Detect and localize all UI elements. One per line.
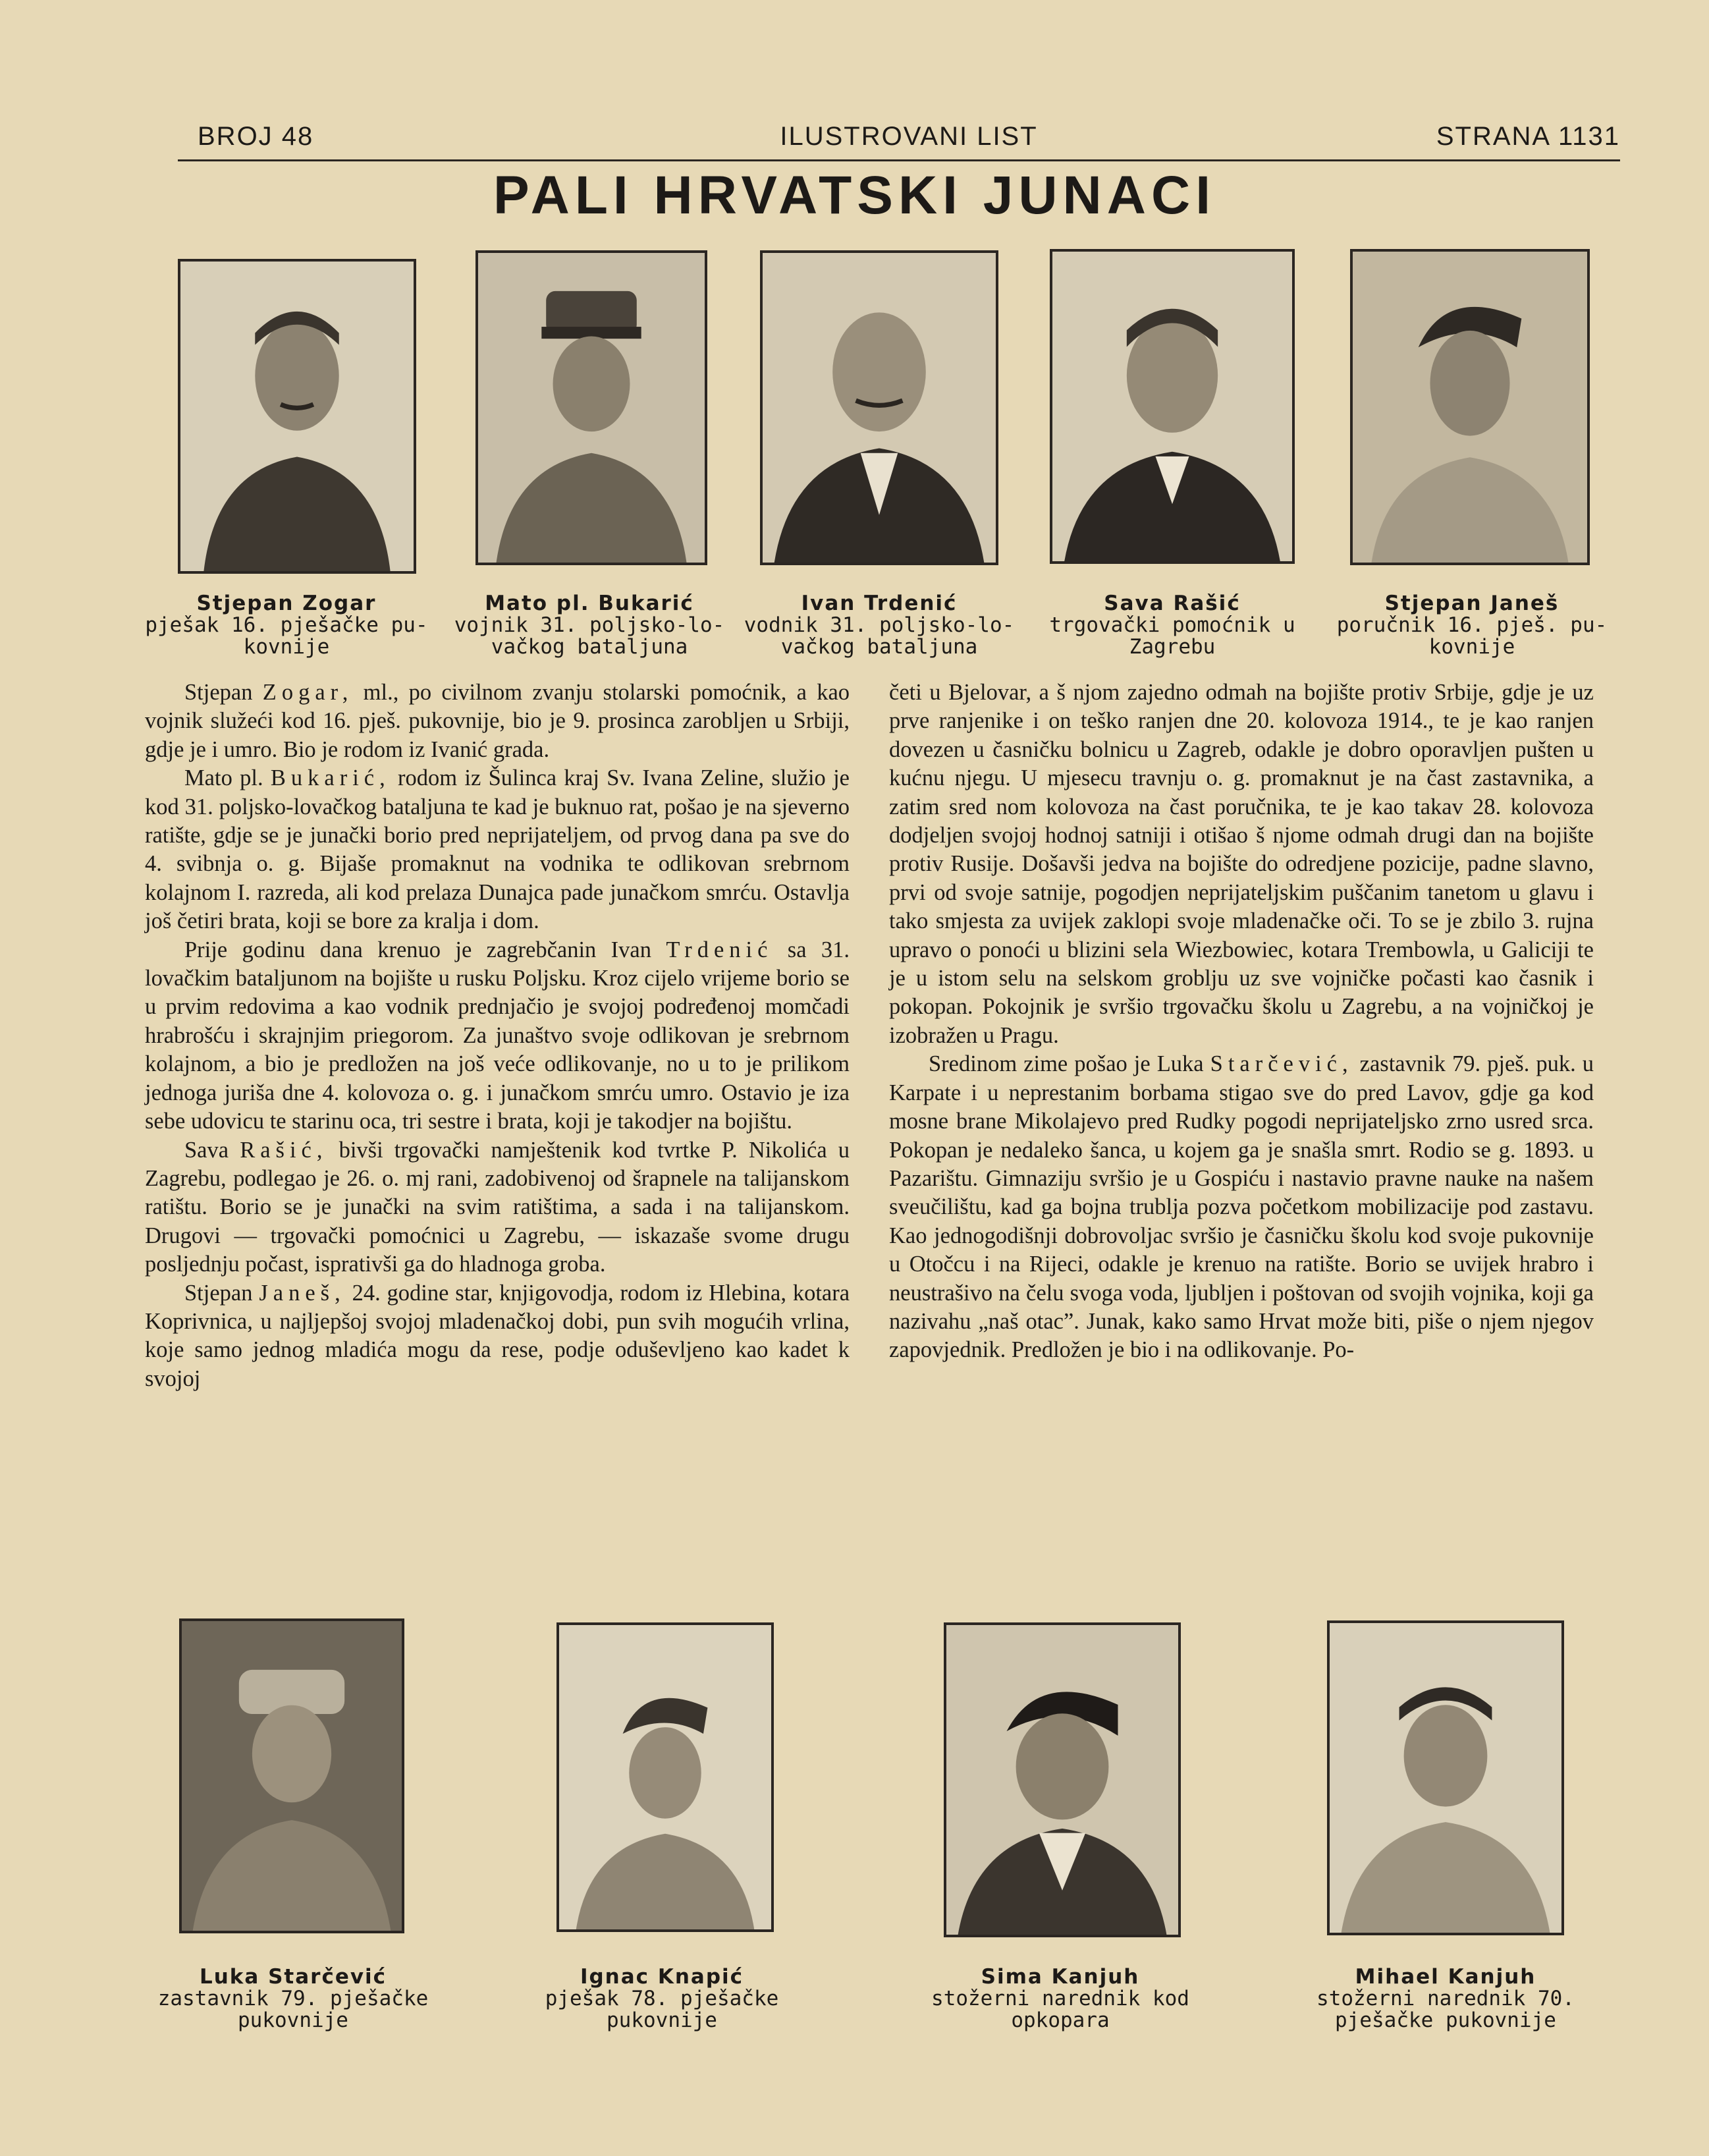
soldier-name: Mato pl. Bukarić — [485, 592, 694, 615]
portrait-photo — [179, 1618, 404, 1933]
portrait-caption — [902, 1966, 1218, 2032]
article-title: PALI HRVATSKI JUNACI — [493, 165, 1216, 225]
body-text: Sredinom zime pošao je Luka — [929, 1051, 1204, 1077]
portrait-caption — [1317, 593, 1627, 658]
article-column-left — [145, 678, 850, 1393]
body-text: ml., po civilnom zvanju stolarski pomoćnik, a kao vojnik služeći kod 16. pješ. pukovnije, bio je 9. prosinca zarobljen u Srbiji, gdje je i umro. Bio je rodom iz Ivanić grada. — [145, 680, 850, 762]
body-text: 24. godine star, knjigovodja, rodom iz Hlebina, kotara Koprivnica, u najljepšoj svojoj mladenačkoj dobi, pun svih mogućih vrlina, koje samo jednog mladića mogu da rese, podje oduševljeno kao kadet k svojoj — [145, 1280, 850, 1391]
soldier-unit: pješačke pukovnije — [1335, 2008, 1556, 2032]
soldier-unit: kovnije — [1428, 635, 1515, 659]
portrait-caption — [507, 1966, 817, 2032]
body-text: zastavnik 79. pješ. puk. u Karpate i u neprestanim borbama stigao sve do pred Lavov, gdje ga kod mosne brane Mikolajevo pred Rudky pogodi neprijateljsko zrno usred srca. Pokopan je nedaleko šanca, u kojem ga je snašla smrt. Rodio se g. 1893. u Pazarištu. Gimnaziju svršio je u Gospiću i nastavio pravne nauke na našem sveučilištu, kad ga bojna trublja pozva početkom mobilizacije pod zastavu. Kao jednogodišnji dobrovoljac svršio je časničku školu kod svoje pukovnije u Otočcu i na Rijeci, odakle je krenuo na ratište. Borio se uvijek hrabro i neustrašivo na čelu svoga voda, ljubljen i poštovan od svojih vojnika, koji ga nazivahu „naš otac”. Junak, kako samo Hrvat može biti, piše o njem njegov zapovjednik. Predložen je bio i na odlikovanje. Po- — [889, 1051, 1594, 1363]
body-name: Bukarić, — [270, 765, 391, 791]
body-text: bivši trgovački namještenik kod tvrtke P. Nikolića u Zagrebu, podlegao je 26. o. mj rani, zadobivenoj od šrapnele na talijanskom ratištu. Borio se je junački na svim ratištima, a sada i na talijanskom. Drugovi — trgovački pomoćnici u Zagrebu, — iskazaše svome drugu posljednju počast, isprativši ga do hladnoga groba. — [145, 1137, 850, 1277]
soldier-name: Luka Starčević — [199, 1965, 387, 1989]
portrait-photo — [178, 259, 416, 574]
body-text: Mato pl. — [184, 765, 263, 791]
body-name: Rašić, — [240, 1137, 328, 1163]
soldier-rank: poručnik 16. pješ. pu- — [1336, 613, 1608, 637]
soldier-unit: Zagrebu — [1129, 635, 1216, 659]
soldier-name: Stjepan Zogar — [196, 592, 377, 615]
soldier-rank: trgovački pomoćnik u — [1049, 613, 1295, 637]
portrait-caption — [435, 593, 744, 658]
portrait-photo — [475, 250, 707, 565]
portrait-caption — [1291, 1966, 1600, 2032]
body-name: Janeš, — [259, 1280, 346, 1306]
soldier-rank: vojnik 31. poljsko-lo- — [454, 613, 725, 637]
soldier-rank: stožerni narednik kod — [931, 1987, 1189, 2010]
body-name: Starčević, — [1210, 1051, 1353, 1077]
soldier-name: Ivan Trdenić — [801, 592, 958, 615]
portrait-photo — [1327, 1620, 1564, 1935]
publication-name: ILUSTROVANI LIST — [780, 122, 1038, 151]
soldier-name: Sima Kanjuh — [981, 1965, 1140, 1989]
portrait-photo — [1350, 249, 1590, 565]
portrait-caption — [724, 593, 1034, 658]
soldier-name: Stjepan Janeš — [1384, 592, 1560, 615]
body-text: rodom iz Šulinca kraj Sv. Ivana Zeline, služio je kod 31. poljsko-lovačkog bataljuna te kad je buknuo rat, pošao je na sjeverno ratište, gdje se je junački borio pred neprijateljem, od prvog dana pa sve do 4. svibnja o. g. Bijaše promaknut na vodnika te odlikovan srebrnom kolajnom I. razreda, ali kod prelaza Dunajca pade junačkom smrću. Ostavlja još četiri brata, koji se bore za kralja i dom. — [145, 765, 850, 934]
soldier-unit: vačkog bataljuna — [780, 635, 978, 659]
portrait-caption — [132, 1966, 454, 2032]
body-text: Sava — [184, 1137, 229, 1163]
soldier-rank: vodnik 31. poljsko-lo- — [744, 613, 1015, 637]
body-text: Prije godinu dana krenuo je zagrebčanin Ivan — [184, 937, 651, 962]
soldier-unit: vačkog bataljuna — [491, 635, 688, 659]
soldier-unit: pukovnije — [607, 2008, 717, 2032]
body-text: Stjepan — [184, 1280, 253, 1306]
portrait-photo — [556, 1622, 774, 1932]
body-text: sa 31. lovačkim bataljunom na bojište u rusku Poljsku. Kroz cijelo vrijeme borio se u prvim redovima a kao vodnik prednjačio je svojoj podređenoj momčadi hrabrošću i skrajnjim priegorom. Za junaštvo svoje odlikovan je srebrnom kolajnom, a bio je predložen na još veće odlikovanje, no u to je prilikom jednoga juriša dne 4. kolovoza o. g. i junačkom smrću umro. Ostavio je iza sebe udovicu te starinu oca, tri sestre i brata, koji je takodjer na bojištu. — [145, 937, 850, 1134]
body-paragraph: četi u Bjelovar, a š njom zajedno odmah na bojište protiv Srbije, gdje je uz prve ranjenike i on teško ranjen dne 20. kolovoza 1914., te je kao ranjen dovezen u časničku bolnicu u Zagreb, odakle je dobro oporavljen pušten u kućnu njegu. U mjesecu travnju o. g. promaknut je na čast zastavnika, a zatim sred nom kolovoza na čast poručnika, te je kao takav 28. kolovoza dodjeljen svojoj hodnoj satniji i otišao š njome odmah drugi dan na bojište protiv Rusije. Došavši jedva na bojište do odredjene pozicije, padne slavno, prvi od svoje satnije, pogodjen neprijateljskim puščanim tanetom u glavu i tako smjesta za uvijek zaklopi svoje mladenačke oči. To se je zbilo 3. rujna upravo o ponoći u blizini sela Wiezbowiec, kotara Trembowla, u Galiciji te je u istom selu na selskom groblju uz sve vojničke počasti kao časnik i pokopan. Pokojnik je svršio trgovačku školu u Zagrebu, a na vojničkoj je izobražen u Pragu. — [889, 680, 1594, 1048]
soldier-rank: pješak 16. pješačke pu- — [145, 613, 428, 637]
soldier-rank: zastavnik 79. pješačke — [157, 1987, 429, 2010]
portrait-photo — [1050, 249, 1295, 564]
body-name: Trdenić — [666, 937, 773, 962]
body-text: Stjepan — [184, 680, 253, 705]
portrait-photo — [760, 250, 998, 565]
soldier-name: Ignac Knapić — [580, 1965, 744, 1989]
issue-number: BROJ 48 — [198, 122, 314, 151]
soldier-rank: pješak 78. pješačke — [545, 1987, 779, 2010]
portrait-caption — [1011, 593, 1334, 658]
soldier-name: Mihael Kanjuh — [1355, 1965, 1536, 1989]
portrait-caption — [132, 593, 441, 658]
soldier-rank: stožerni narednik 70. — [1316, 1987, 1575, 2010]
soldier-unit: opkopara — [1011, 2008, 1110, 2032]
running-header — [198, 122, 1620, 155]
soldier-unit: pukovnije — [238, 2008, 348, 2032]
soldier-name: Sava Rašić — [1104, 592, 1241, 615]
portrait-photo — [944, 1622, 1181, 1937]
page-number: STRANA 1131 — [1436, 122, 1620, 151]
header-rule — [178, 159, 1620, 161]
article-column-right — [889, 678, 1594, 1365]
body-name: Zogar, — [262, 680, 354, 705]
soldier-unit: kovnije — [243, 635, 330, 659]
